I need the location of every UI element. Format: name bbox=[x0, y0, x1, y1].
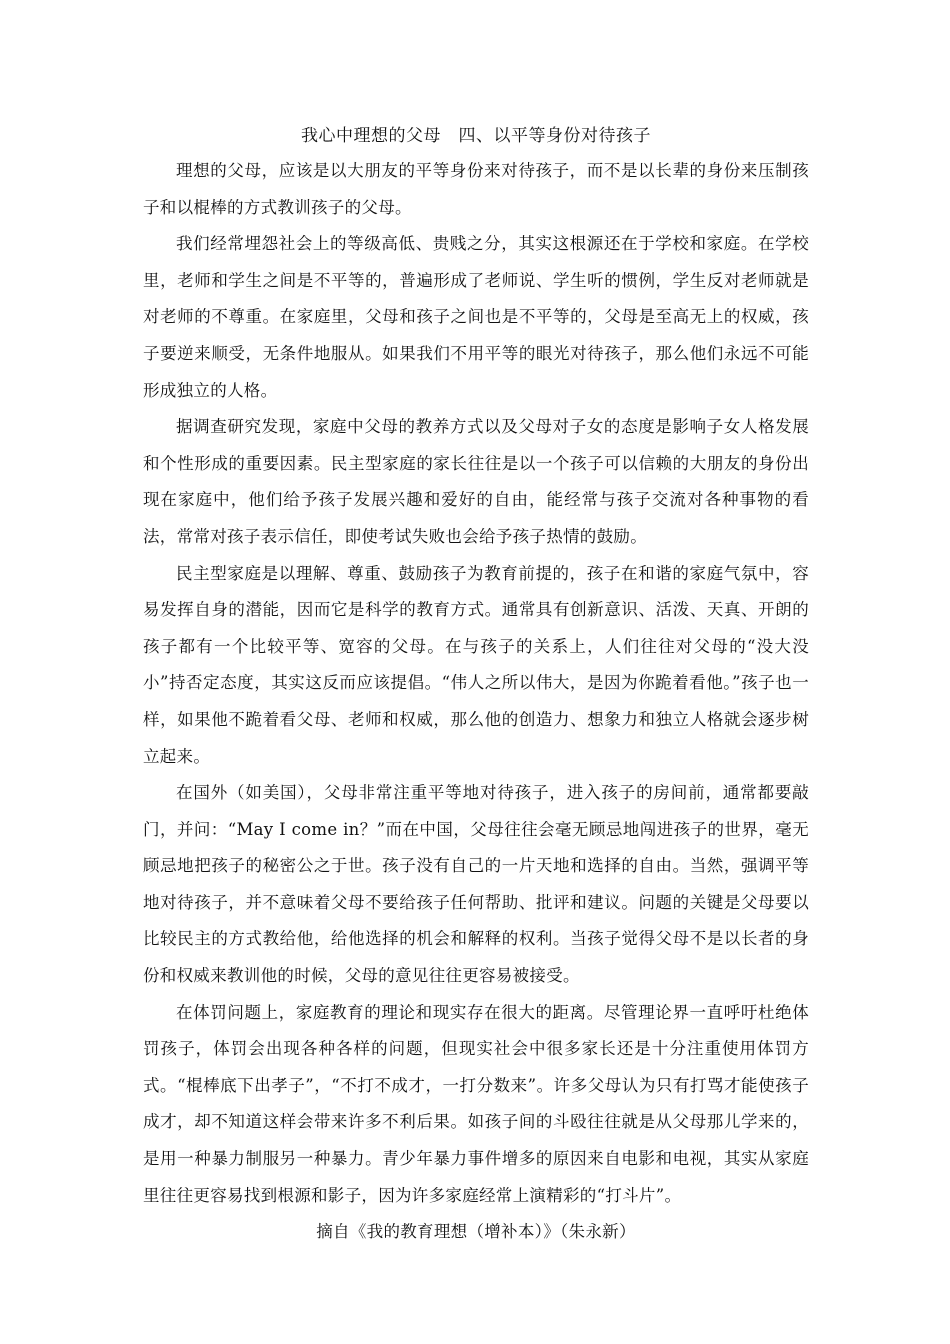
paragraph-5: 在国外（如美国），父母非常注重平等地对待孩子，进入孩子的房间前，通常都要敲门，并问：“May I come in？”而在中国，父母往往会毫无顾忌地闯进孩子的世界，毫无顾忌地把孩子的秘密公之于世。孩子没有自己的一片天地和选择的自由。当然，强调平等地对待孩子，并不意味着父母不要给孩子任何帮助、批评和建议。问题的关键是父母要以比较民主的方式教给他，给他选择的机会和解释的权利。当孩子觉得父母不是以长者的身份和权威来教训他的时候，父母的意见往往更容易被接受。 bbox=[143, 783, 809, 986]
document-title: 我心中理想的父母 四、以平等身份对待孩子 bbox=[301, 126, 651, 146]
source-citation: 摘自《我的教育理想（增补本）》（朱永新） bbox=[316, 1222, 636, 1242]
paragraph-2: 我们经常埋怨社会上的等级高低、贵贱之分，其实这根源还在于学校和家庭。在学校里，老师和学生之间是不平等的，普遍形成了老师说、学生听的惯例，学生反对老师就是对老师的不尊重。在家庭里，父母和孩子之间也是不平等的，父母是至高无上的权威，孩子要逆来顺受，无条件地服从。如果我们不用平等的眼光对待孩子，那么他们永远不可能形成独立的人格。 bbox=[143, 234, 809, 400]
document-body bbox=[143, 123, 809, 1250]
paragraph-1: 理想的父母，应该是以大朋友的平等身份来对待孩子，而不是以长辈的身份来压制孩子和以棍棒的方式教训孩子的父母。 bbox=[143, 161, 809, 217]
paragraph-3: 据调查研究发现，家庭中父母的教养方式以及父母对子女的态度是影响子女人格发展和个性形成的重要因素。民主型家庭的家长往往是以一个孩子可以信赖的大朋友的身份出现在家庭中，他们给予孩子发展兴趣和爱好的自由，能经常与孩子交流对各种事物的看法，常常对孩子表示信任，即使考试失败也会给予孩子热情的鼓励。 bbox=[143, 417, 809, 546]
paragraph-6: 在体罚问题上，家庭教育的理论和现实存在很大的距离。尽管理论界一直呼吁杜绝体罚孩子，体罚会出现各种各样的问题，但现实社会中很多家长还是十分注重使用体罚方式。“棍棒底下出孝子”，“不打不成才，一打分数来”。许多父母认为只有打骂才能使孩子成才，却不知道这样会带来许多不利后果。如孩子间的斗殴往往就是从父母那儿学来的，是用一种暴力制服另一种暴力。青少年暴力事件增多的原因来自电影和电视，其实从家庭里往往更容易找到根源和影子，因为许多家庭经常上演精彩的“打斗片”。 bbox=[143, 1002, 809, 1205]
paragraph-4: 民主型家庭是以理解、尊重、鼓励孩子为教育前提的，孩子在和谐的家庭气氛中，容易发挥自身的潜能，因而它是科学的教育方式。通常具有创新意识、活泼、天真、开朗的孩子都有一个比较平等、宽容的父母。在与孩子的关系上，人们往往对父母的“没大没小”持否定态度，其实这反而应该提倡。“伟人之所以伟大，是因为你跪着看他。”孩子也一样，如果他不跪着看父母、老师和权威，那么他的创造力、想象力和独立人格就会逐步树立起来。 bbox=[143, 563, 809, 766]
